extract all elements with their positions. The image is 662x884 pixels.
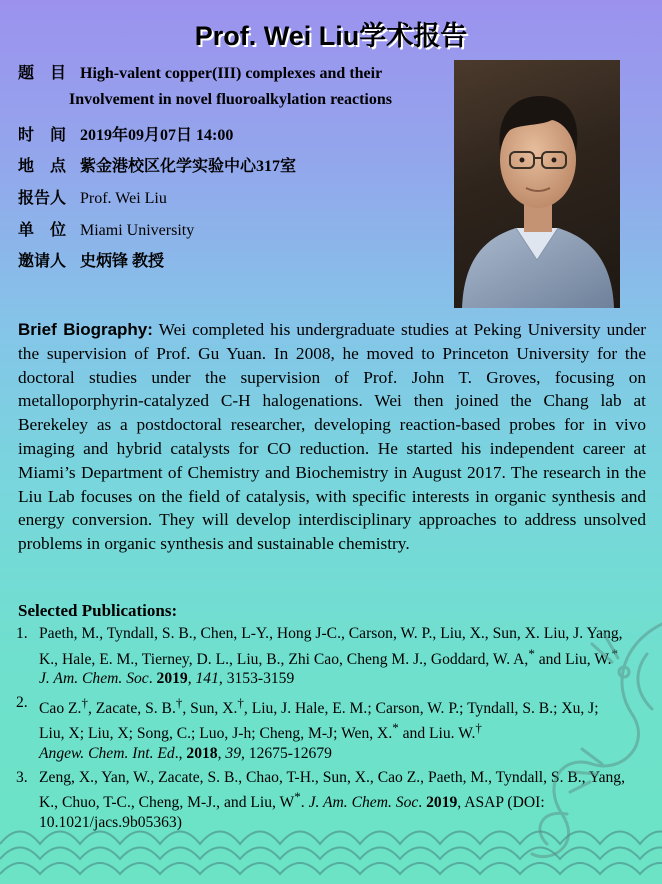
publication-year: 2019: [156, 670, 188, 688]
publication-number: 3.: [16, 768, 28, 786]
publication-pages: , 12675-12679: [240, 745, 332, 763]
journal-name: J. Am. Chem. Soc: [39, 670, 149, 688]
journal-name: J. Am. Chem. Soc: [308, 794, 419, 812]
brief-biography: [18, 318, 646, 556]
separator: .,: [174, 745, 187, 763]
publication-year: 2018: [186, 745, 218, 763]
inviter-value: 史炳锋 教授: [80, 253, 165, 270]
speaker-label: 报告人: [18, 190, 67, 207]
topic-row-2: [69, 91, 392, 109]
unit-label: 单 位: [18, 222, 67, 239]
equal-contribution-mark: †: [475, 720, 482, 736]
portrait-svg: [454, 60, 620, 308]
publication-authors-cont: , Zacate, S. B.: [87, 699, 176, 717]
publication-volume: 39: [225, 745, 241, 763]
corresponding-mark: *: [294, 789, 301, 805]
publication-number: 1.: [16, 625, 28, 642]
place-label: 地 点: [18, 158, 67, 175]
place-row: [18, 153, 296, 176]
separator: ,: [187, 670, 196, 688]
journal-name: Angew. Chem. Int. Ed: [39, 745, 175, 763]
equal-contribution-mark: †: [81, 694, 88, 710]
publication-authors: Cao Z.: [39, 699, 82, 717]
corresponding-mark: *: [611, 645, 618, 661]
unit-row: [18, 217, 194, 240]
publications-heading: Selected Publications:: [18, 601, 178, 620]
wave-decoration: [0, 814, 662, 884]
topic-line1: High-valent copper(III) complexes and their: [80, 65, 383, 82]
separator: .: [418, 794, 427, 812]
inviter-row: [18, 248, 164, 271]
corresponding-mark: *: [392, 720, 399, 736]
equal-contribution-mark: †: [175, 694, 183, 710]
publication-authors-cont: and Liu. W.: [398, 725, 476, 743]
publication-authors: Zeng, X., Yan, W., Zacate, S. B., Chao, T-H., Sun, X., Cao Z., Paeth, M., Tyndall, S. B., Yang, K., Chuo, T-C., Cheng, M-J., and Liu, W: [39, 768, 625, 812]
publication-pages: , ASAP (DOI: 10.1021/jacs.9b05363): [39, 794, 545, 831]
corresponding-mark: *: [528, 645, 535, 661]
publication-pages: , 3153-3159: [218, 670, 295, 688]
unit-value: Miami University: [80, 222, 195, 239]
publication-volume: 141: [195, 670, 219, 688]
publication-authors-cont: , Sun, X.: [182, 699, 238, 717]
speaker-value: Prof. Wei Liu: [80, 190, 167, 207]
speaker-portrait: [454, 60, 620, 308]
topic-line2: Involvement in novel fluoroalkylation reactions: [69, 91, 392, 108]
time-label: 时 间: [18, 127, 67, 144]
topic-row: [18, 60, 382, 83]
publication-number: 2.: [16, 693, 28, 711]
publication-year: 2019: [426, 794, 458, 812]
bio-text: Wei completed his undergraduate studies at Peking University under the supervision of Prof. Gu Yuan. In 2008, he moved to Princeton University for the doctoral studies under the supervision of Prof. John T. Groves, focusing on metalloporphyrin-catalyzed C-H halogenations. Wei then joined the Chang lab at Berekeley as a postdoctoral researcher, developing reaction-based probes for in vivo imaging and hybrid catalysts for CO reduction. He started his independent career at Miami’s Department of Chemistry and Biochemistry in August 2017. The research in the Liu Lab focuses on the field of catalysis, with specific interests in organic synthesis and energy conversion. They will develop interdisciplinary approaches to address unsolved problems in organic synthesis and sustainable chemistry.: [18, 320, 646, 554]
page-title: Prof. Wei Liu学术报告: [194, 21, 468, 51]
separator: .: [148, 670, 157, 688]
speaker-row: [18, 185, 167, 208]
publication-authors-cont: , Liu, J. Hale, E. M.; Carson, W. P.; Tyndall, S. B.; Xu, J; Liu, X; Liu, X; Song, C.; Luo, J-h; Cheng, M-J; Wen, X.: [39, 699, 599, 743]
topic-label: 题 目: [18, 65, 67, 82]
time-row: [18, 122, 233, 145]
publication-authors-cont: and Liu, W.: [534, 650, 612, 668]
separator: .: [300, 794, 309, 812]
separator: ,: [217, 745, 226, 763]
place-value: 紫金港校区化学实验中心317室: [80, 158, 297, 175]
time-value: 2019年09月07日 14:00: [80, 127, 234, 144]
publication-authors: Paeth, M., Tyndall, S. B., Chen, L-Y., Hong J-C., Carson, W. P., Liu, X., Sun, X. Liu, J. Yang, K., Hale, E. M., Tierney, D. L., Liu, B., Zhi Cao, Cheng M. J., Goddard, W. A,: [39, 625, 623, 668]
inviter-label: 邀请人: [18, 253, 67, 270]
bio-heading: Brief Biography:: [18, 320, 153, 339]
equal-contribution-mark: †: [237, 694, 244, 710]
